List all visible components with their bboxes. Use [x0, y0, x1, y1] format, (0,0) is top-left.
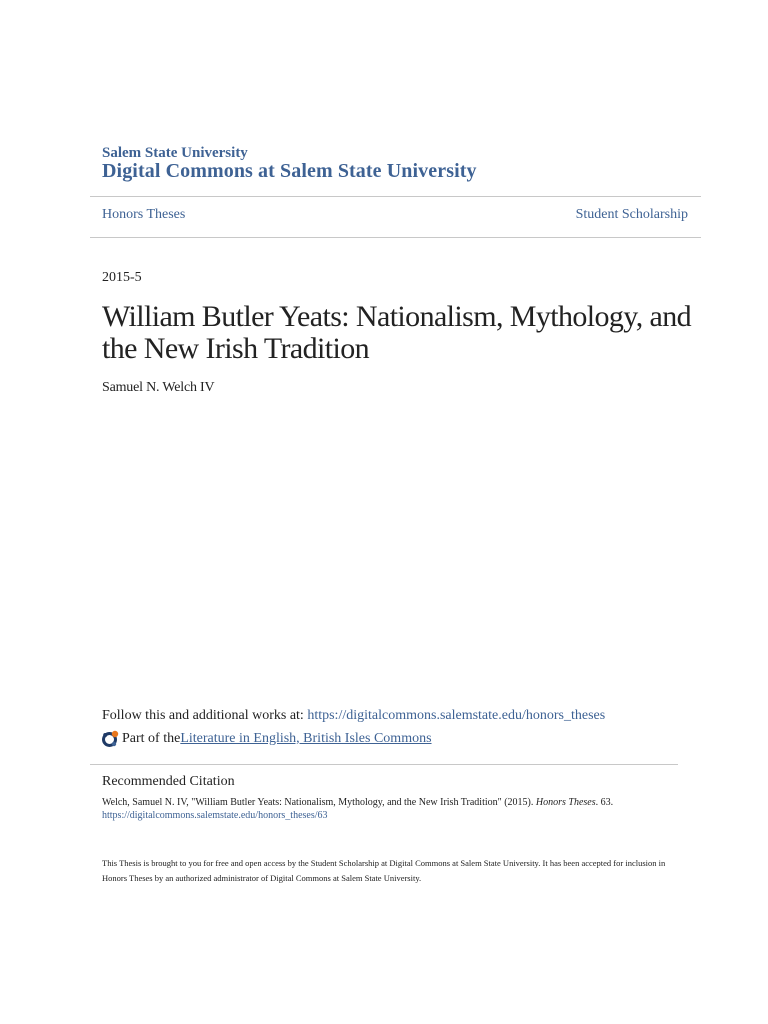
divider [90, 196, 701, 197]
publication-date: 2015-5 [102, 270, 142, 285]
citation-number: . 63. [595, 797, 614, 808]
citation-series: Honors Theses [535, 797, 596, 808]
follow-line [102, 708, 605, 724]
follow-prefix: Follow this and additional works at: [102, 708, 308, 723]
citation-main: Welch, Samuel N. IV, "William Butler Yeats: Nationalism, Mythology, and the New Irish Tradition" (2015). [102, 797, 536, 808]
follow-url-link[interactable]: https://digitalcommons.salemstate.edu/honors_theses [307, 708, 606, 723]
university-name: Salem State University [102, 145, 248, 161]
divider [90, 764, 678, 765]
repository-name[interactable]: Digital Commons at Salem State University [102, 160, 477, 182]
honors-theses-link[interactable]: Honors Theses [102, 207, 186, 222]
part-of-line [102, 730, 432, 748]
citation-url-link[interactable]: https://digitalcommons.salemstate.edu/honors_theses/63 [102, 810, 328, 821]
recommended-citation-heading: Recommended Citation [102, 774, 235, 789]
document-title: William Butler Yeats: Nationalism, Mythology, and the New Irish Tradition [102, 300, 692, 365]
citation-text [102, 796, 722, 810]
part-of-prefix: Part of the [122, 731, 181, 746]
network-icon [102, 730, 120, 748]
document-author: Samuel N. Welch IV [102, 380, 215, 395]
access-notice: This Thesis is brought to you for free and open access by the Student Scholarship at Digital Commons at Salem State University. It has been accepted for inclusion in Honors Theses by an authorized administrator of Digital Commons at Salem State University. [102, 858, 666, 883]
student-scholarship-link[interactable]: Student Scholarship [575, 207, 688, 222]
divider [90, 237, 701, 238]
literature-commons-link[interactable]: Literature in English, British Isles Commons [180, 731, 432, 746]
